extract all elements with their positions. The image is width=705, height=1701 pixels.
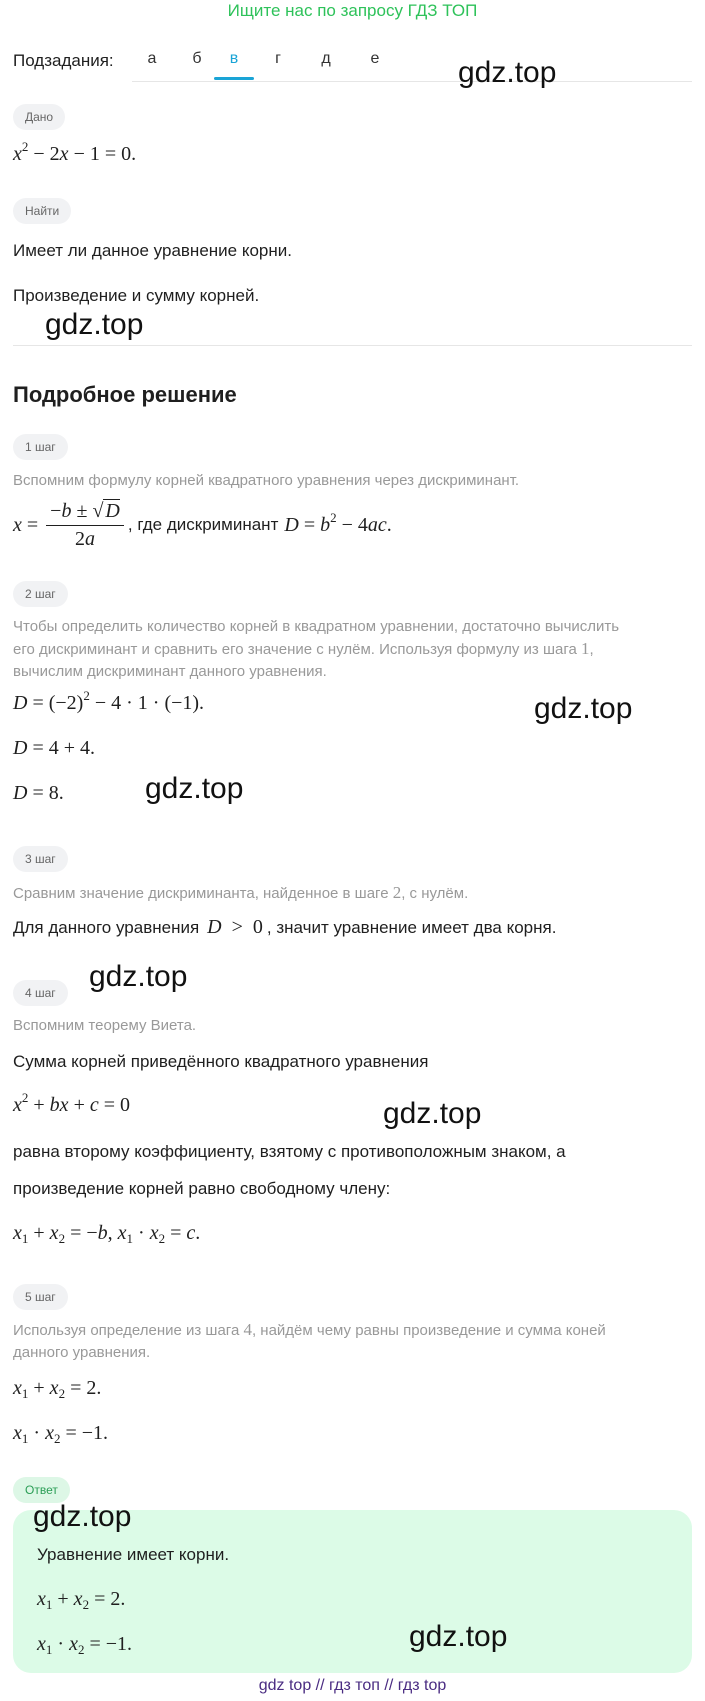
watermark: gdz.top [383,1097,482,1130]
step1-hint: Вспомним формулу корней квадратного уравнения через дискриминант. [13,472,520,489]
find-question-1: Имеет ли данное уравнение корни. [13,241,292,260]
answer-text: Уравнение имеет корни. [37,1545,230,1564]
formula-lhs: x = [13,513,39,536]
find-badge: Найти [13,198,71,224]
step2-hint-line3: вычислим дискриминант данного уравнения. [13,663,327,680]
tab-d[interactable]: д [321,50,331,67]
step3-inequality: D > 0 [207,916,263,938]
tab-a[interactable]: а [147,50,157,67]
step-reference-number: 2 [392,883,402,902]
step5-product: $x_1 \cdot x_2 = -1$. [13,1422,109,1446]
watermark: gdz.top [409,1620,508,1653]
subtasks-label: Подзадания: [13,51,114,70]
tab-g[interactable]: г [275,50,281,67]
step3-text-a: Для данного уравнения [13,918,200,937]
footer-link-gdz-top-ru[interactable]: гдз топ [329,1677,380,1694]
step-reference-number: 4 [243,1320,252,1339]
step5-hint-text: Используя определение из шага [13,1322,240,1339]
tab-v[interactable]: в [229,50,239,67]
step3-badge: 3 шаг [13,846,68,872]
given-equation: $x^2 - 2x - 1 = 0$. [13,139,137,165]
watermark: gdz.top [33,1500,132,1533]
find-question-2: Произведение и сумму корней. [13,286,260,305]
footer-separator: // [315,1677,325,1694]
step3-hint-text: Сравним значение дискриминанта, найденное в шаге [13,885,389,902]
quadratic-fraction [46,499,124,551]
active-tab-indicator [214,77,254,80]
fraction-denominator: 2a [75,528,96,550]
discriminant-text: , где дискриминант [127,515,279,534]
step2-badge: 2 шаг [13,581,68,607]
footer-link-gdz-top[interactable]: gdz top [258,1677,312,1694]
step4-equation: $x^2$ + bx + c = 0 [13,1090,131,1116]
watermark: gdz.top [145,772,244,805]
solution-title: Подробное решение [13,382,237,407]
footer-separator: // [384,1677,394,1694]
step2-hint-comma: , [589,641,594,658]
step-reference-number: 1 [581,639,590,658]
answer-product: $x_1 \cdot x_2 = -1$. [37,1633,133,1657]
step2-hint [13,616,703,683]
step4-vieta: $x_1 + x_2 = -b$, $x_1 \cdot x_2 = c$. [13,1222,201,1246]
watermark: gdz.top [534,692,633,725]
step5-badge: 5 шаг [13,1284,68,1310]
footer-link-gdz-top-mixed[interactable]: гдз top [397,1677,447,1694]
step5-hint-line1 [13,1319,703,1342]
step4-line1: Сумма корней приведённого квадратного уравнения [13,1052,429,1071]
step1-formula [13,496,392,554]
watermark: gdz.top [89,960,188,993]
tab-b[interactable]: б [192,50,202,67]
step2-hint-line2 [13,638,703,661]
step3-text-b: , значит уравнение имеет два корня. [266,918,557,937]
answer-badge: Ответ [13,1477,70,1503]
tab-e[interactable]: е [370,50,380,67]
step4-badge: 4 шаг [13,980,68,1006]
step5-sum: $x_1 + x_2 = 2$. [13,1377,102,1401]
step2-hint-line1: Чтобы определить количество корней в квадратном уравнении, достаточно вычислить [13,618,620,635]
step5-hint [13,1319,703,1364]
step3-hint [13,882,468,905]
step2-eq1: $D = (-2)^2 - 4 \cdot 1 \cdot (-1)$. [13,688,205,714]
step1-badge: 1 шаг [13,434,68,460]
step4-line3: произведение корней равно свободному члену: [13,1179,391,1198]
step2-eq3: D = 8. [13,782,64,804]
fraction-numerator: −b ± √ D [46,499,124,526]
step5-hint-tail: , найдём чему равны произведение и сумма коней [251,1322,606,1339]
step4-line2: равна второму коэффициенту, взятому с противоположным знаком, а [13,1142,566,1161]
step3-hint-tail: , с нулём. [401,885,469,902]
step3-conclusion [13,916,556,939]
section-divider [13,345,692,346]
discriminant-formula: $D = b^2 - 4ac$. [284,509,392,536]
step4-hint: Вспомним теорему Виета. [13,1017,197,1034]
subtask-tabs [132,44,692,82]
step2-hint-line2-text: его дискриминант и сравнить его значение с нулём. Используя формулу из шага [13,641,577,658]
answer-sum: $x_1 + x_2 = 2$. [37,1588,126,1612]
watermark: gdz.top [45,308,144,341]
watermark: gdz.top [458,56,557,89]
given-badge: Дано [13,104,65,130]
step2-eq2: D = 4 + 4. [13,737,96,759]
step5-hint-line2: данного уравнения. [13,1344,151,1361]
footer-links [0,1677,705,1695]
search-banner: Ищите нас по запросу ГДЗ ТОП [227,1,478,20]
